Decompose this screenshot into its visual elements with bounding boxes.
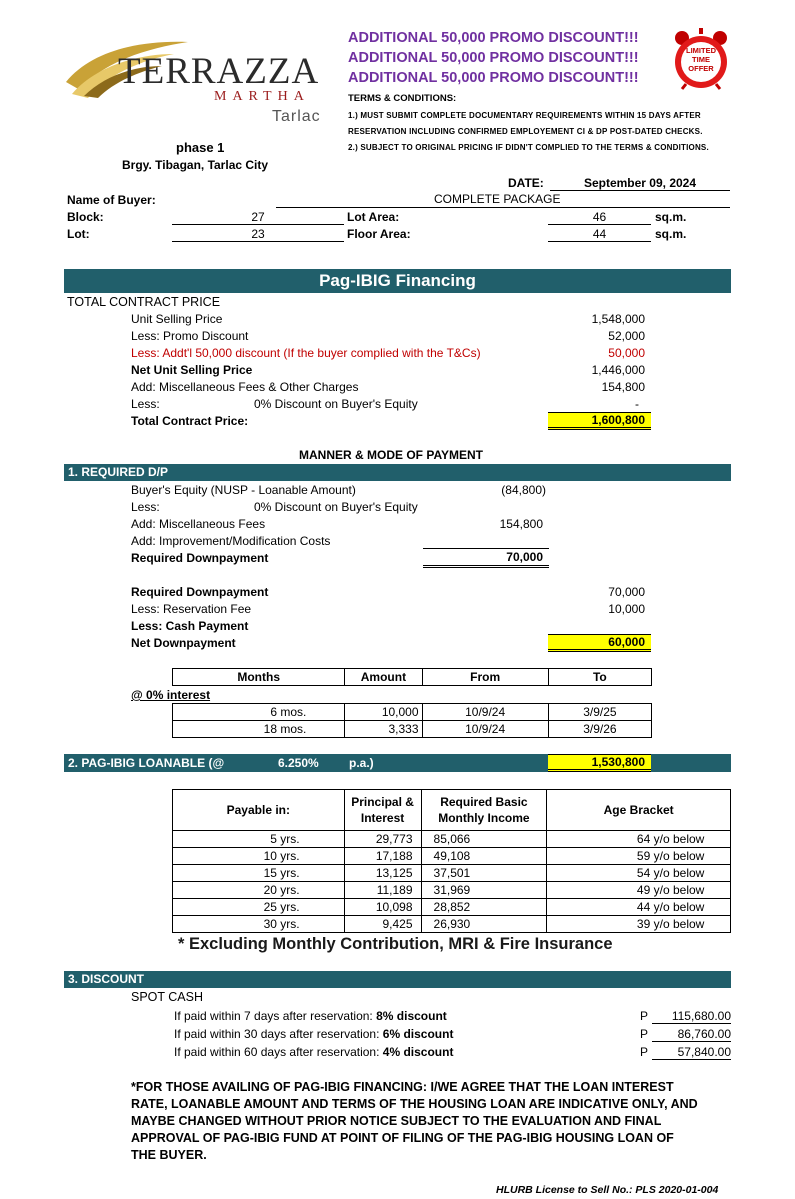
schedule-to: 3/9/25	[548, 704, 651, 721]
req-dp-label: Required Downpayment	[131, 551, 269, 565]
reservation-value: 10,000	[608, 602, 645, 616]
promo-line-2: ADDITIONAL 50,000 PROMO DISCOUNT!!!	[348, 50, 639, 66]
block-label: Block:	[67, 210, 104, 224]
amort-income: 28,852	[421, 899, 547, 916]
net-dp-value: 60,000	[548, 634, 651, 652]
date-label: DATE:	[508, 176, 544, 190]
table-row	[173, 865, 731, 882]
lot-area-label: Lot Area:	[347, 210, 400, 224]
amort-pi: 9,425	[344, 916, 421, 933]
schedule-from: 10/9/24	[422, 721, 548, 738]
amort-header-income	[421, 790, 547, 831]
amort-pi: 10,098	[344, 899, 421, 916]
amort-header-payable: Payable in:	[173, 790, 345, 831]
financing-title: Pag-IBIG Financing	[64, 269, 731, 293]
amort-header-pi-2: Interest	[360, 811, 405, 825]
amort-years: 30 yrs.	[173, 916, 345, 933]
terms-line-3: 2.) SUBJECT TO ORIGINAL PRICING IF DIDN'T COMPLIED TO THE TERMS & CONDITIONS.	[348, 143, 709, 152]
logo-sub: MARTHA	[214, 89, 310, 104]
tcp-total-label: Total Contract Price:	[131, 414, 249, 428]
amort-age: 59	[636, 849, 651, 863]
table-row	[173, 899, 731, 916]
amort-age: 39	[636, 917, 651, 931]
equity-discount-label: Less:	[131, 397, 160, 411]
net-usp-value: 1,446,000	[591, 363, 645, 377]
lot-value: 23	[172, 227, 344, 242]
amort-pi: 29,773	[344, 831, 421, 848]
discount-amt-2: 86,760.00	[652, 1027, 731, 1042]
schedule-header-months: Months	[173, 669, 345, 686]
phase: phase 1	[176, 140, 225, 155]
floor-area-unit: sq.m.	[655, 227, 687, 241]
improve-label: Add: Improvement/Modification Costs	[131, 534, 331, 548]
lot-label: Lot:	[67, 227, 90, 241]
addtl-discount-value: 50,000	[608, 346, 645, 360]
amort-years: 5 yrs.	[173, 831, 345, 848]
amort-income: 49,108	[421, 848, 547, 865]
address: Brgy. Tibagan, Tarlac City	[122, 158, 269, 172]
amort-age-suffix: y/o below	[653, 883, 705, 897]
floor-area-value: 44	[548, 227, 651, 242]
amort-age: 49	[636, 883, 651, 897]
discount-cur-2: P	[640, 1027, 649, 1041]
spot-cash: SPOT CASH	[131, 990, 204, 1004]
schedule-interest: @ 0% interest	[131, 688, 211, 702]
dp-less-desc: 0% Discount on Buyer's Equity	[254, 500, 418, 514]
amort-pi: 11,189	[344, 882, 421, 899]
schedule-header-amount: Amount	[345, 669, 422, 686]
terms-line-2: RESERVATION INCLUDING CONFIRMED EMPLOYEMENT CI & DP POST-DATED CHECKS.	[348, 127, 703, 136]
promo-discount-value: 52,000	[608, 329, 645, 343]
schedule-amount: 3,333	[345, 721, 422, 738]
addtl-discount-label: Less: Addt'l 50,000 discount (If the buyer complied with the T&Cs)	[131, 346, 481, 360]
usp-value: 1,548,000	[591, 312, 645, 326]
schedule-from: 10/9/24	[422, 704, 548, 721]
table-row	[173, 704, 652, 721]
reservation-label: Less: Reservation Fee	[131, 602, 252, 616]
floor-area-label: Floor Area:	[347, 227, 411, 241]
schedule-header-from: From	[422, 669, 548, 686]
amort-note: * Excluding Monthly Contribution, MRI & Fire Insurance	[178, 935, 613, 953]
amort-age-cell	[547, 899, 731, 916]
amort-header-age: Age Bracket	[547, 790, 731, 831]
tcp-title: TOTAL CONTRACT PRICE	[67, 295, 221, 309]
dp-less-label: Less:	[131, 500, 160, 514]
cash-payment-label: Less: Cash Payment	[131, 619, 249, 633]
amort-age-cell	[547, 882, 731, 899]
amort-header-pi	[344, 790, 421, 831]
discount-amt-3: 57,840.00	[652, 1045, 731, 1060]
loan-pa: p.a.)	[349, 756, 374, 770]
amort-income: 85,066	[421, 831, 547, 848]
badge-line-3: OFFER	[688, 64, 714, 73]
discount-row-text: If paid within 30 days after reservation:	[174, 1027, 383, 1041]
amort-age-suffix: y/o below	[653, 900, 705, 914]
terms-line-1: 1.) MUST SUBMIT COMPLETE DOCUMENTARY REQUIREMENTS WITHIN 15 DAYS AFTER	[348, 111, 701, 120]
amort-age-suffix: y/o below	[653, 917, 705, 931]
manner-title: MANNER & MODE OF PAYMENT	[299, 448, 484, 462]
logo	[62, 36, 338, 132]
license: HLURB License to Sell No.: PLS 2020-01-004	[496, 1184, 719, 1196]
discount-row-3	[174, 1045, 453, 1059]
package-label: COMPLETE PACKAGE	[434, 192, 561, 206]
discount-row-1	[174, 1009, 447, 1023]
net-dp-label: Net Downpayment	[131, 636, 236, 650]
lot-area-unit: sq.m.	[655, 210, 687, 224]
disclaimer-line-4: APPROVAL OF PAG-IBIG FUND AT POINT OF FILING OF THE PAG-IBIG HOUSING LOAN OF	[131, 1131, 674, 1145]
badge-line-2: TIME	[692, 55, 710, 64]
schedule-amount: 10,000	[345, 704, 422, 721]
table-row	[173, 882, 731, 899]
usp-label: Unit Selling Price	[131, 312, 223, 326]
discount-row-rate: 4% discount	[382, 1045, 454, 1059]
table-row	[173, 721, 652, 738]
amort-years: 20 yrs.	[173, 882, 345, 899]
tcp-total-value: 1,600,800	[548, 412, 651, 430]
loan-rate: 6.250%	[278, 756, 319, 770]
dp-schedule-rows	[172, 703, 652, 738]
discount-row-text: If paid within 7 days after reservation:	[174, 1009, 377, 1023]
disclaimer-line-5: THE BUYER.	[131, 1148, 207, 1162]
equity-label: Buyer's Equity (NUSP - Loanable Amount)	[131, 483, 356, 497]
loan-amount: 1,530,800	[548, 754, 651, 772]
amort-years: 10 yrs.	[173, 848, 345, 865]
lot-area-value: 46	[548, 210, 651, 225]
amort-age: 44	[636, 900, 651, 914]
discount-row-2	[174, 1027, 453, 1041]
discount-title: 3. DISCOUNT	[64, 971, 731, 988]
discount-row-rate: 8% discount	[376, 1009, 447, 1023]
disclaimer-line-3: MAYBE CHANGED WITHOUT PRIOR NOTICE SUBJECT TO THE EVALUATION AND FINAL	[131, 1114, 662, 1128]
logo-place: Tarlac	[272, 108, 321, 125]
net-usp-label: Net Unit Selling Price	[131, 363, 253, 377]
amort-age-cell	[547, 831, 731, 848]
req-dp2-value: 70,000	[608, 585, 645, 599]
amort-income: 37,501	[421, 865, 547, 882]
amort-age-cell	[547, 865, 731, 882]
dp-misc-label: Add: Miscellaneous Fees	[131, 517, 266, 531]
promo-line-3: ADDITIONAL 50,000 PROMO DISCOUNT!!!	[348, 70, 639, 86]
amort-age: 54	[636, 866, 651, 880]
amort-age-suffix: y/o below	[653, 866, 705, 880]
amort-header-income-2: Monthly Income	[438, 811, 530, 825]
dp-divider	[423, 548, 549, 549]
schedule-to: 3/9/26	[548, 721, 651, 738]
terms-title: TERMS & CONDITIONS:	[348, 93, 457, 104]
disclaimer-line-1: *FOR THOSE AVAILING OF PAG-IBIG FINANCING: I/WE AGREE THAT THE LOAN INTEREST	[131, 1080, 674, 1094]
equity-discount-value: -	[635, 397, 639, 411]
misc-fees-value: 154,800	[601, 380, 645, 394]
amort-pi: 17,188	[344, 848, 421, 865]
amort-years: 15 yrs.	[173, 865, 345, 882]
discount-amt-1: 115,680.00	[652, 1009, 731, 1024]
schedule-header-to: To	[548, 669, 651, 686]
req-dp2-label: Required Downpayment	[131, 585, 269, 599]
disclaimer-line-2: RATE, LOANABLE AMOUNT AND TERMS OF THE HOUSING LOAN ARE INDICATIVE ONLY, AND	[131, 1097, 698, 1111]
table-row	[173, 831, 731, 848]
table-row	[173, 916, 731, 933]
date-value: September 09, 2024	[550, 176, 730, 191]
amort-age: 64	[636, 832, 651, 846]
amort-age-cell	[547, 848, 731, 865]
badge-line-1: LIMITED	[686, 46, 716, 55]
buyer-label: Name of Buyer:	[67, 193, 156, 207]
req-dp-value: 70,000	[423, 550, 549, 568]
amort-income: 26,930	[421, 916, 547, 933]
amort-years: 25 yrs.	[173, 899, 345, 916]
amort-age-suffix: y/o below	[653, 849, 705, 863]
amort-header-pi-1: Principal &	[351, 795, 414, 809]
discount-row-rate: 6% discount	[382, 1027, 454, 1041]
discount-cur-1: P	[640, 1009, 649, 1023]
dp-title: 1. REQUIRED D/P	[64, 464, 731, 481]
amort-pi: 13,125	[344, 865, 421, 882]
discount-cur-3: P	[640, 1045, 649, 1059]
amort-age-suffix: y/o below	[653, 832, 705, 846]
promo-line-1: ADDITIONAL 50,000 PROMO DISCOUNT!!!	[348, 30, 639, 46]
table-row	[173, 848, 731, 865]
misc-fees-label: Add: Miscellaneous Fees & Other Charges	[131, 380, 359, 394]
discount-row-text: If paid within 60 days after reservation:	[174, 1045, 383, 1059]
equity-discount-desc: 0% Discount on Buyer's Equity	[254, 397, 418, 411]
dp-misc-value: 154,800	[499, 517, 543, 531]
schedule-months: 18 mos.	[173, 721, 345, 738]
limited-offer-badge	[672, 28, 730, 90]
amort-income: 31,969	[421, 882, 547, 899]
amort-age-cell	[547, 916, 731, 933]
schedule-months: 6 mos.	[173, 704, 345, 721]
promo-discount-label: Less: Promo Discount	[131, 329, 249, 343]
equity-value: (84,800)	[501, 483, 546, 497]
amortization-table	[172, 789, 731, 933]
loan-title: 2. PAG-IBIG LOANABLE (@	[68, 756, 225, 770]
block-value: 27	[172, 210, 344, 225]
dp-schedule-header	[172, 668, 652, 686]
amort-header-income-1: Required Basic	[440, 795, 528, 809]
logo-name: TERRAZZA	[118, 51, 320, 92]
